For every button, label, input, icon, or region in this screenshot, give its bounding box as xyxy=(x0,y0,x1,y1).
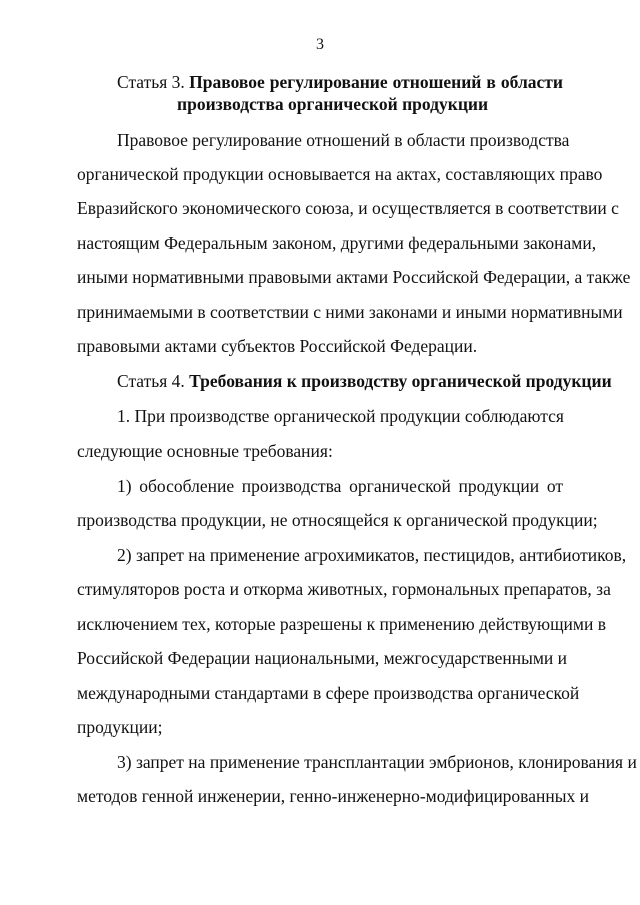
article3-heading xyxy=(117,72,563,92)
article3-paragraph-line: Евразийского экономического союза, и осуществляется в соответствии с xyxy=(77,198,619,218)
article4-item1-line: 1. При производстве органической продукции соблюдаются xyxy=(117,406,564,426)
article3-title-word: регулирование xyxy=(269,72,388,92)
article4-title: Требования к производству органической продукции xyxy=(189,371,612,391)
article4-sub2-line: продукции; xyxy=(77,717,163,737)
article3-paragraph-line: органической продукции основывается на актах, составляющих право xyxy=(77,164,603,184)
article4-prefix: Статья 4. xyxy=(117,371,185,391)
article3-paragraph-line: иными нормативными правовыми актами Российской Федерации, а также xyxy=(77,267,631,287)
article3-title-continuation: производства органической продукции xyxy=(177,94,489,114)
article3-title-word: в xyxy=(486,72,496,92)
article4-item1-line: следующие основные требования: xyxy=(77,441,333,461)
article4-sub2-line: стимуляторов роста и откорма животных, гормональных препаратов, за xyxy=(77,579,611,599)
article3-title-word: области xyxy=(500,72,563,92)
article4-sub3-line: методов генной инженерии, генно-инженерно-модифицированных и xyxy=(77,786,589,806)
article3-paragraph-line: настоящим Федеральным законом, другими федеральными законами, xyxy=(77,233,597,253)
article4-heading xyxy=(117,371,612,391)
article3-paragraph-line: Правовое регулирование отношений в области производства xyxy=(117,130,570,150)
article3-paragraph-line: принимаемыми в соответствии с ними законами и иными нормативными xyxy=(77,302,623,322)
article4-sub2-line: исключением тех, которые разрешены к применению действующими в xyxy=(77,614,606,634)
page-number: 3 xyxy=(316,36,324,53)
article4-sub2-line: Российской Федерации национальными, межгосударственными и xyxy=(77,648,568,668)
article4-sub1-line: 1) обособление производства органической продукции от xyxy=(117,476,563,496)
article3-title-word: отношений xyxy=(392,72,482,92)
article4-sub1-line: производства продукции, не относящейся к органической продукции; xyxy=(77,510,598,530)
article3-prefix: Статья 3. xyxy=(117,72,185,92)
article4-sub2-line: международными стандартами в сфере производства органической xyxy=(77,683,580,703)
article4-sub3-line: 3) запрет на применение трансплантации эмбрионов, клонирования и xyxy=(117,752,637,772)
article3-title-word: Правовое xyxy=(189,72,265,92)
article3-paragraph-line: правовыми актами субъектов Российской Федерации. xyxy=(77,336,478,356)
article4-sub2-line: 2) запрет на применение агрохимикатов, пестицидов, антибиотиков, xyxy=(117,545,627,565)
